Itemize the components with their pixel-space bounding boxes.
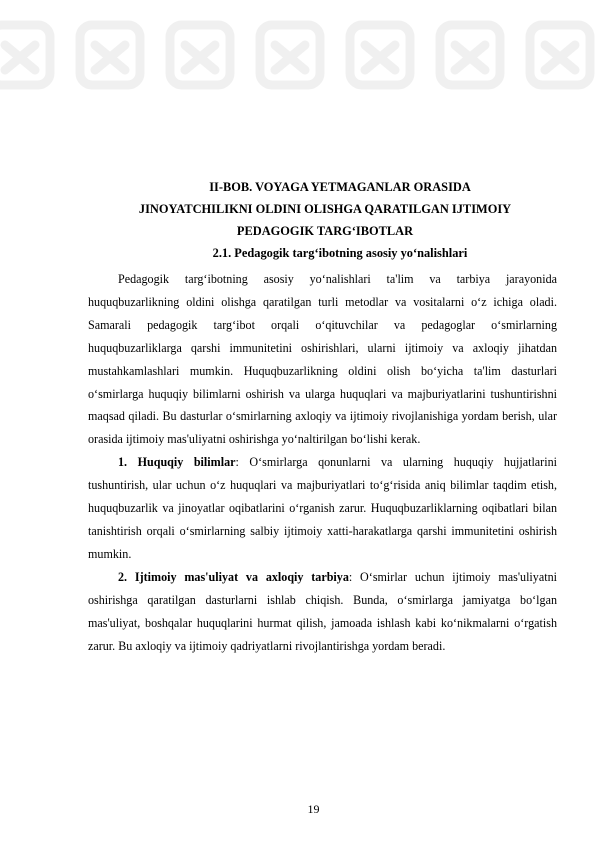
section-title: 2.1. Pedagogik targ‘ibotning asosiy yo‘nalishlari bbox=[212, 246, 468, 260]
list-item-text: : O‘smirlar uchun ijtimoiy mas'uliyatni oshirishga qaratilgan dasturlarni ishlab chiqish. Bunda, o‘smirlarga jamiyatga bo‘lgan mas'uliyat, boshqalar huquqlarini hurmat qilish, jamoada ishlash kabi ko‘nikmalarni o‘rgatish zarur. Bu axloqiy va ijtimoiy qadriyatlarni rivojlantirishga yordam beradi. bbox=[88, 569, 557, 653]
watermark-logo-pattern bbox=[0, 0, 595, 160]
watermark-mark bbox=[275, 45, 305, 70]
watermark-mark bbox=[545, 45, 575, 70]
list-item-number: 1. bbox=[118, 455, 128, 470]
list-item-title: Huquqiy bilimlar bbox=[137, 455, 236, 470]
intro-paragraph: Pedagogik targ‘ibotning asosiy yo‘nalishlari ta'lim va tarbiya jarayonida huquqbuzarlikning oldini olishga qaratilgan turli metodlar va vositalarni o‘z ichiga oladi. Samarali pedagogik targ‘ibot orqali o‘qituvchilar va pedagoglar o‘smirlarning huquqbuzarliklarga qarshi immunitetini oshirishlari, ularni ijtimoiy va axloqiy jihatdan mustahkamlashlari mumkin. Huquqbuzarlikning oldini olish bo‘yicha ta'lim dasturlari o‘smirlarga huquqiy bilimlarni oshirish va ularga huquqlari va majburiyatlarini tushuntirishni maqsad qiladi. Bu dasturlar o‘smirlarning axloqiy va ijtimoiy rivojlanishiga yordam berish, ular orasida ijtimoiy mas'uliyatni oshirishga yo‘naltirilgan bo‘lishi kerak. bbox=[88, 272, 557, 447]
list-item-text: : O‘smirlarga qonunlarni va ularning huquqiy hujjatlarini tushuntirish, ular uchun o‘z huquqlari va majburiyatlari to‘g‘risida aniq bilimlar taqdim etish, huquqbuzarlik va jinoyatlar oqibatlarini o‘rganish zarur. Huquqbuzarliklarning oqibatlari bilan tanishtirish orqali o‘smirlarning salbiy ijtimoiy xatti-harakatlarga qarshi immunitetini oshirish mumkin. bbox=[88, 455, 557, 561]
watermark-mark bbox=[365, 45, 395, 70]
body-text bbox=[88, 268, 557, 657]
list-item-number: 2. bbox=[118, 569, 128, 584]
watermark-mark bbox=[95, 45, 125, 70]
chapter-title-line-3: PEDAGOGIK TARG‘IBOTLAR bbox=[236, 224, 414, 238]
chapter-title-line-1: II-BOB. VOYAGA YETMAGANLAR ORASIDA bbox=[209, 180, 471, 194]
list-item-social-responsibility bbox=[88, 566, 557, 658]
chapter-title-line-2: JINOYATCHILIKNI OLDINI OLISHGA QARATILGAN IJTIMOIY bbox=[138, 202, 512, 216]
list-item-title: Ijtimoiy mas'uliyat va axloqiy tarbiya bbox=[134, 569, 349, 584]
watermark-mark bbox=[5, 45, 35, 70]
page-number: 19 bbox=[307, 802, 320, 816]
watermark-mark bbox=[185, 45, 215, 70]
list-item-legal-knowledge bbox=[88, 451, 557, 566]
watermark-mark bbox=[455, 45, 485, 70]
